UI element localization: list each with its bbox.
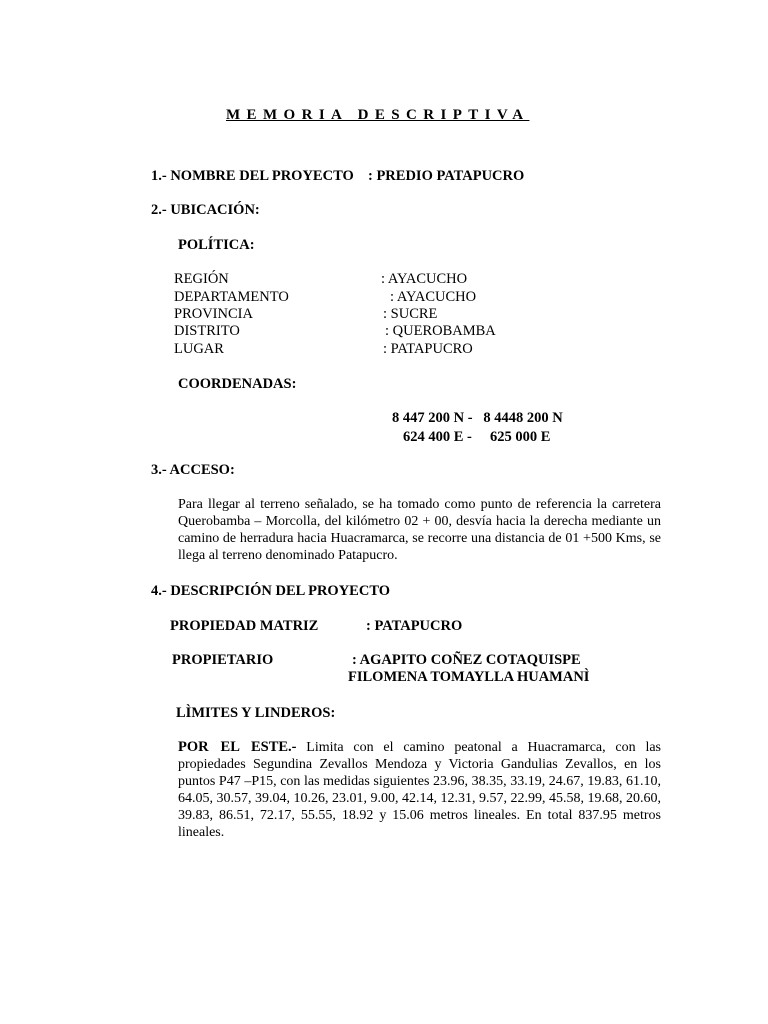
section-1-label: 1.- NOMBRE DEL PROYECTO <box>151 168 354 184</box>
propietario-label: PROPIETARIO <box>172 652 274 668</box>
politica-heading: POLÍTICA: <box>178 237 255 253</box>
propiedad-matriz-value: : PATAPUCRO <box>366 618 463 634</box>
propietario-value-1: : AGAPITO COÑEZ COTAQUISPE <box>352 652 581 668</box>
provincia-value: : SUCRE <box>383 306 438 322</box>
coordenadas-heading: COORDENADAS: <box>178 376 297 392</box>
section-4-label: 4.- DESCRIPCIÓN DEL PROYECTO <box>151 583 391 599</box>
coordinates-east: 624 400 E - 625 000 E <box>403 429 551 445</box>
propietario-value-2: FILOMENA TOMAYLLA HUAMANÌ <box>348 669 590 685</box>
limites-heading: LÌMITES Y LINDEROS: <box>176 705 336 721</box>
provincia-label: PROVINCIA <box>174 306 253 322</box>
departamento-label: DEPARTAMENTO <box>174 289 289 305</box>
region-label: REGIÓN <box>174 271 229 287</box>
departamento-value: : AYACUCHO <box>390 289 477 305</box>
propiedad-matriz-label: PROPIEDAD MATRIZ <box>170 618 319 634</box>
section-2-label: 2.- UBICACIÓN: <box>151 202 260 218</box>
section-3-label: 3.- ACCESO: <box>151 462 235 478</box>
distrito-value: : QUEROBAMBA <box>385 323 496 339</box>
este-paragraph <box>178 739 661 841</box>
este-label: POR EL ESTE.- <box>178 739 297 755</box>
project-name-value: : PREDIO PATAPUCRO <box>368 168 525 184</box>
coordinates-north: 8 447 200 N - 8 4448 200 N <box>392 410 563 426</box>
access-paragraph: Para llegar al terreno señalado, se ha tomado como punto de referencia la carretera Querobamba – Morcolla, del kilómetro 02 + 00, desvía hacia la derecha mediante un camino de herradura hacia Huacramarca, se recorre una distancia de 01 +500 Kms, se llega al terreno denominado Patapucro. <box>178 497 661 563</box>
lugar-label: LUGAR <box>174 341 224 357</box>
distrito-label: DISTRITO <box>174 323 240 339</box>
este-text: Limita con el camino peatonal a Huacramarca, con las propiedades Segundina Zevallos Mendoza y Victoria Gandulias Zevallos, en los puntos P47 –P15, con las medidas siguientes 23.96, 38.35, 33.19, 24.67, 19.83, 61.10, 64.05, 30.57, 39.04, 10.26, 23.01, 9.00, 42.14, 12.31, 9.57, 22.99, 45.58, 19.68, 20.60, 39.83, 86.51, 72.17, 55.55, 18.92 y 15.06 metros lineales. En total 837.95 metros lineales. <box>178 740 661 840</box>
page-title: MEMORIA DESCRIPTIVA <box>226 107 530 123</box>
lugar-value: : PATAPUCRO <box>383 341 473 357</box>
region-value: : AYACUCHO <box>381 271 468 287</box>
